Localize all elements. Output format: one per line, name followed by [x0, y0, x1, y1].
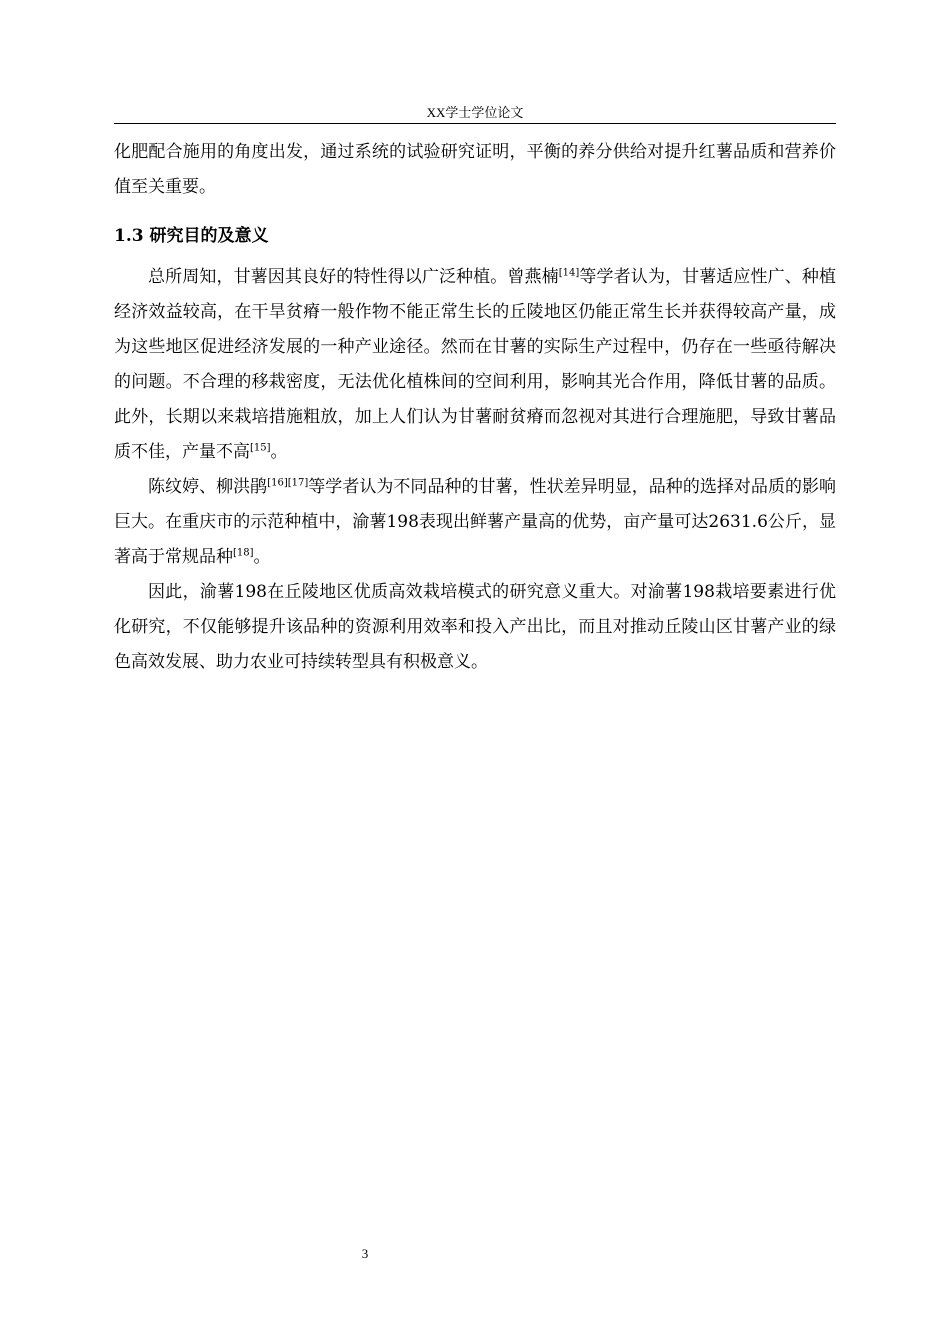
- citation-14: [14]: [558, 267, 580, 279]
- section-heading: 1.3 研究目的及意义: [114, 226, 269, 246]
- header-rule: [114, 123, 836, 124]
- paragraph-2: [114, 470, 836, 575]
- citation-18: [18]: [233, 547, 254, 559]
- page-number: 3: [361, 1246, 369, 1261]
- main-text: [114, 135, 836, 680]
- paragraph-2-text-c: 。: [253, 547, 271, 567]
- citation-16-17: [16][17]: [267, 477, 309, 489]
- running-header: XX学士学位论文: [426, 105, 524, 120]
- citation-15: [15]: [250, 442, 271, 454]
- paragraph-3: 因此，渝薯198在丘陵地区优质高效栽培模式的研究意义重大。对渝薯198栽培要素进行优化研究，不仅能够提升该品种的资源利用效率和投入产出比，而且对推动丘陵山区甘薯产业的绿色高效发展、助力农业可持续转型具有积极意义。: [114, 582, 836, 672]
- paragraph-1-text-b: 等学者认为，甘薯适应性广、种植经济效益较高，在干旱贫瘠一般作物不能正常生长的丘陵地区仍能正常生长并获得较高产量，成为这些地区促进经济发展的一种产业途径。然而在甘薯的实际生产过程中，仍存在一些亟待解决的问题。不合理的移栽密度，无法优化植株间的空间利用，影响其光合作用，降低甘薯的品质。此外，长期以来栽培措施粗放，加上人们认为甘薯耐贫瘠而忽视对其进行合理施肥，导致甘薯品质不佳，产量不高: [114, 267, 836, 462]
- intro-paragraph: 化肥配合施用的角度出发，通过系统的试验研究证明，平衡的养分供给对提升红薯品质和营养价值至关重要。: [114, 142, 836, 197]
- paragraph-2-text-b: 等学者认为不同品种的甘薯，性状差异明显，品种的选择对品质的影响巨大。在重庆市的示范种植中，渝薯198表现出鲜薯产量高的优势，亩产量可达2631.6公斤，显著高于常规品种: [114, 477, 837, 567]
- paragraph-1-text-c: 。: [270, 442, 288, 462]
- paragraph-2-text-a: 陈纹婷、柳洪鹃: [148, 477, 268, 497]
- paragraph-1-text-a: 总所周知，甘薯因其良好的特性得以广泛种植。曾燕楠: [148, 267, 559, 287]
- paragraph-1: [114, 260, 836, 470]
